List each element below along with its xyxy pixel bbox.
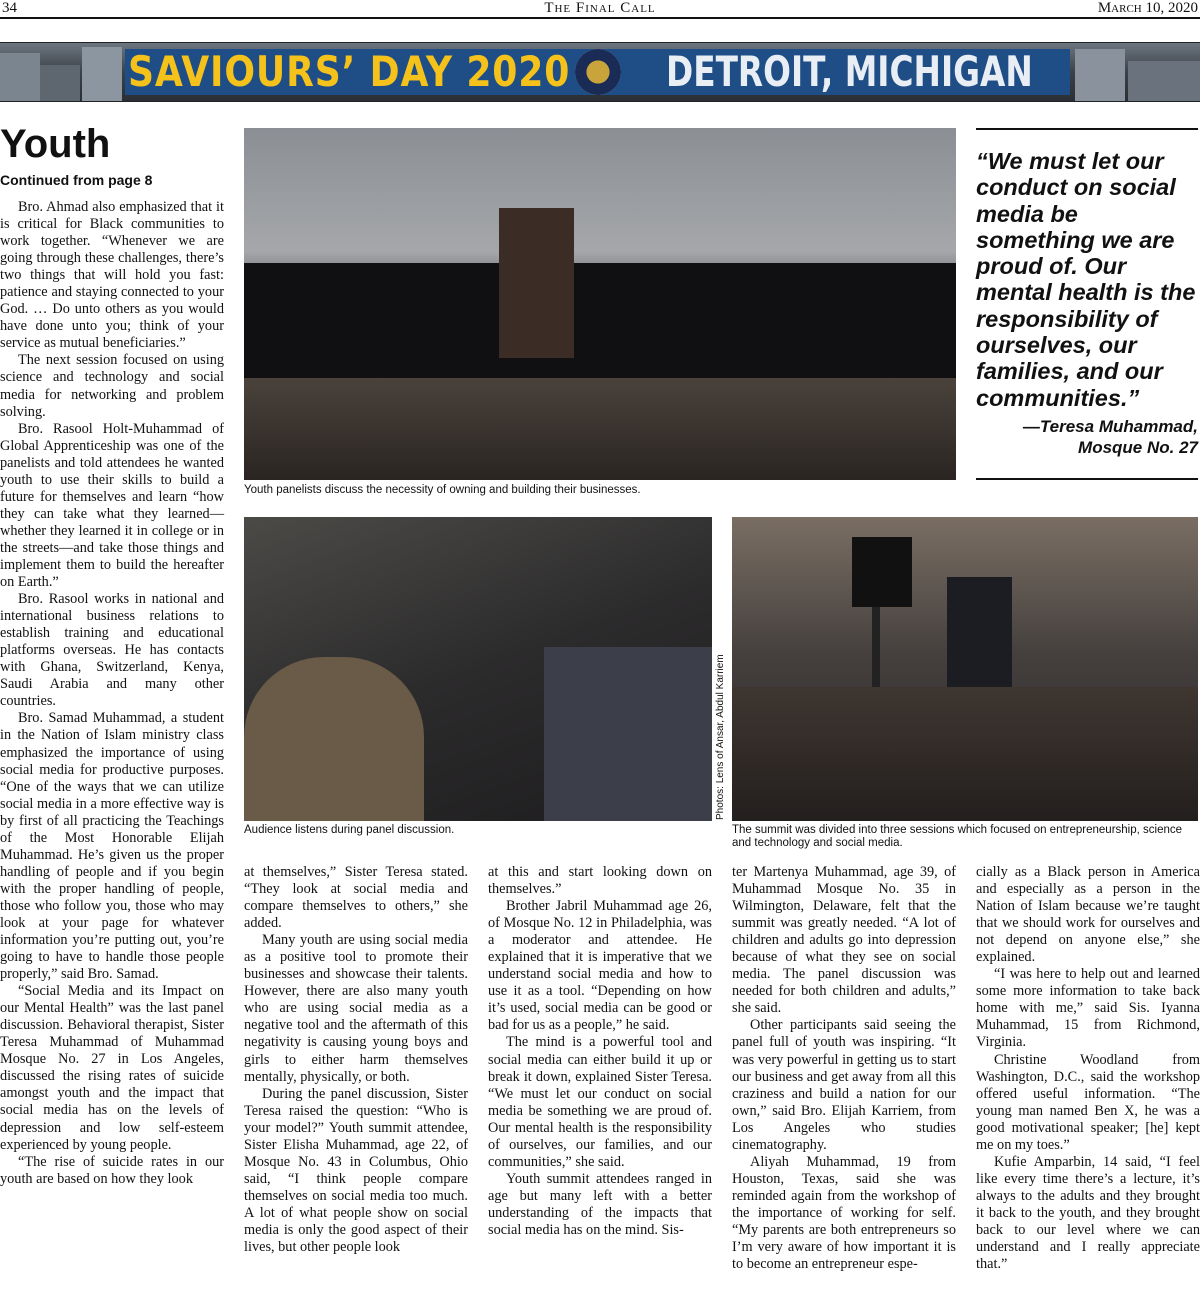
caption-summit-sessions: The summit was divided into three sessions which focused on entrepreneurship, science and technology and social media. xyxy=(732,824,1183,849)
attribution-mosque: Mosque No. 27 xyxy=(1078,438,1198,457)
photo-summit-sessions xyxy=(732,517,1198,821)
banner-event-title: SAVIOURS’ DAY 2020 xyxy=(128,47,571,96)
paragraph: ter Martenya Muhammad, age 39, of Muhammad Mosque No. 35 in Wilmington, Delaware, felt that the summit was greatly needed. “A lot of children and adults go into depression because of what they see on social media. The panel discussion was needed for both children and adults,” she said. xyxy=(732,864,956,1017)
continued-from-kicker: Continued from page 8 xyxy=(0,172,153,188)
paragraph: at this and start looking down on themselves.” xyxy=(488,864,712,898)
pullquote-bottom-rule xyxy=(976,478,1198,480)
article-column-4 xyxy=(732,864,956,1273)
photo-audience xyxy=(244,517,712,821)
paragraph: Kufie Amparbin, 14 said, “I feel like every time there’s a lecture, it’s always to the adults and they brought it back to the youth, and they brought back to our level where we can understand and I really appreciate that.” xyxy=(976,1153,1200,1273)
caption-panelists: Youth panelists discuss the necessity of owning and building their businesses. xyxy=(244,484,641,496)
pull-quote-attribution xyxy=(976,416,1198,458)
event-banner xyxy=(0,42,1200,102)
paragraph: Other participants said seeing the panel full of youth was inspiring. “It was very powerful in getting us to start our business and get away from all this craziness and build a nation for our own,” said Bro. Elijah Karriem, from Los Angeles who studies cinematography. xyxy=(732,1017,956,1153)
paragraph: Christine Woodland from Washington, D.C., said the workshop offered useful information. “The young man named Ben X, he was a good motivational speaker; [he] kept me on my toes.” xyxy=(976,1051,1200,1153)
publication-name: The Final Call xyxy=(544,0,656,16)
article-column-1 xyxy=(0,199,224,1188)
folio-line xyxy=(0,0,1200,18)
attribution-name: —Teresa Muhammad, xyxy=(1022,417,1198,436)
folio-rule xyxy=(0,17,1200,19)
paragraph: “The rise of suicide rates in our youth are based on how they look xyxy=(0,1153,224,1187)
paragraph: The next session focused on using science and technology and social media for networking and problem solving. xyxy=(0,352,224,420)
caption-audience: Audience listens during panel discussion. xyxy=(244,824,455,836)
photo-panelists xyxy=(244,128,956,480)
banner-location: DETROIT, MICHIGAN xyxy=(666,47,1033,96)
pullquote-top-rule xyxy=(976,128,1198,130)
paragraph: cially as a Black person in America and especially as a person in the Nation of Islam because we’re taught that we should work for ourselves and not depend on anyone else,” she explained. xyxy=(976,864,1200,966)
pull-quote: “We must let our conduct on social media be something we are proud of. Our mental health is the responsibility of ourselves, our families, and our communities.” xyxy=(976,148,1196,411)
paragraph: The mind is a powerful tool and social media can either build it up or break it down, explained Sister Teresa. “We must let our conduct on social media be something we are proud of. Our mental health is the responsibility of ourselves, our families, and our communities,” she said. xyxy=(488,1034,712,1170)
paragraph: Many youth are using social media as a positive tool to promote their businesses and showcase their talents. However, there are also many youth who are using social media as a negative tool and the aftermath of this negativity is causing young boys and girls to either harm themselves mentally, physically, or both. xyxy=(244,932,468,1085)
paragraph: Aliyah Muhammad, 19 from Houston, Texas, said she was reminded again from the workshop of the importance of working for self. “My parents are both entrepreneurs so I’m very aware of how important it is to become an entrepreneur espe- xyxy=(732,1153,956,1273)
seal-icon xyxy=(575,49,621,95)
paragraph: Bro. Samad Muhammad, a student in the Nation of Islam ministry class emphasized the importance of using social media for productive purposes. “One of the ways that we can utilize social media in a more effective way is by first of all practicing the Teachings of the Most Honorable Elijah Muhammad. He’s given us the proper handling of people and if you begin with the proper handling of people, those who follow you, those who may look at your page for whatever information you’re putting out, you’re going to have to handle those people properly,” said Bro. Samad. xyxy=(0,710,224,983)
paragraph: Bro. Rasool Holt-Muhammad of Global Apprenticeship was one of the panelists and told attendees he wanted youth to use their skills to build a future for themselves and learn “how they can take what they learned—whether they learned it in college or in the streets—and take those things and implement them to build the hereafter on Earth.” xyxy=(0,420,224,591)
paragraph: Youth summit attendees ranged in age but many left with a better understanding of the impacts that social media has on the mind. Sis- xyxy=(488,1170,712,1238)
article-column-2 xyxy=(244,864,468,1256)
article-column-3 xyxy=(488,864,712,1239)
page-number: 34 xyxy=(2,0,17,16)
paragraph: Brother Jabril Muhammad age 26, of Mosque No. 12 in Philadelphia, was a moderator and attendee. He explained that it is imperative that we understand social media and how to use it as a tool. “Depending on how it’s used, social media can be good or bad for us as a people,” he said. xyxy=(488,898,712,1034)
paragraph: “Social Media and its Impact on our Mental Health” was the last panel discussion. Behavioral therapist, Sister Teresa Muhammad of Muhammad Mosque No. 27 in Los Angeles, discussed the rising rates of suicide amongst youth and the impact that social media has on the levels of depression and low self-esteem experienced by young people. xyxy=(0,983,224,1153)
paragraph: at themselves,” Sister Teresa stated. “They look at social media and compare themselves to others,” she added. xyxy=(244,864,468,932)
paragraph: Bro. Rasool works in national and international business relations to establish training and educational platforms overseas. He has contacts with Ghana, Switzerland, Kenya, Saudi Arabia and many other countries. xyxy=(0,591,224,710)
paragraph: Bro. Ahmad also emphasized that it is critical for Black communities to work together. “Whenever we are going through these challenges, there’s two things that will hold you fast: patience and staying connected to your God. … Do unto others as you would have done unto you; think of your service as mutual beneficiaries.” xyxy=(0,199,224,352)
article-column-5 xyxy=(976,864,1200,1273)
paragraph: “I was here to help out and learned some more information to take back home with me,” said Sis. Iyanna Muhammad, 15 from Richmond, Virginia. xyxy=(976,966,1200,1051)
issue-date: March 10, 2020 xyxy=(1097,0,1198,16)
article-headline: Youth xyxy=(0,122,111,166)
photo-credit: Photos: Lens of Ansar, Abdul Karriem xyxy=(715,654,726,820)
paragraph: During the panel discussion, Sister Teresa raised the question: “Who is your model?” Youth summit attendee, Sister Elisha Muhammad, age 22, of Mosque No. 43 in Columbus, Ohio said, “I think people compare themselves on social media too much. A lot of what people show on social media is only the good aspect of their lives, but other people look xyxy=(244,1085,468,1256)
